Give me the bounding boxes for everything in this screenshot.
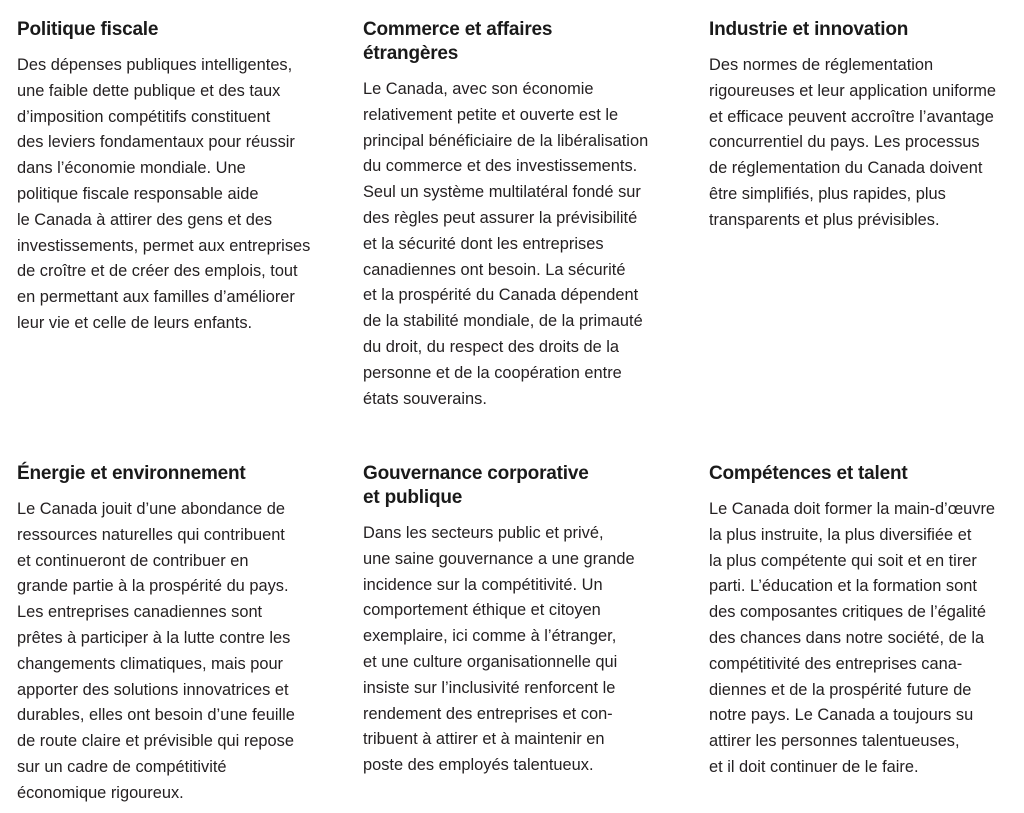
title-line: Commerce et affaires xyxy=(363,19,553,40)
body-line: transparents et plus prévisibles. xyxy=(709,210,940,229)
section-politique-fiscale xyxy=(17,18,335,337)
body-line: Des dépenses publiques intelligentes, xyxy=(17,56,293,74)
body-line: des leviers fondamentaux pour réussir xyxy=(17,133,295,152)
body-line: ressources naturelles qui contribuent xyxy=(17,525,285,544)
body-line: Les entreprises canadiennes sont xyxy=(17,603,263,622)
body-line: attirer les personnes talentueuses, xyxy=(709,732,960,751)
body-line: notre pays. Le Canada a toujours su xyxy=(709,706,974,725)
title-line: Énergie et environnement xyxy=(17,463,246,484)
body-line: le Canada à attirer des gens et des xyxy=(17,210,273,229)
body-line: et continueront de contribuer en xyxy=(17,551,249,570)
body-line: principal bénéficiaire de la libéralisation xyxy=(363,131,649,150)
body-line: de réglementation du Canada doivent xyxy=(709,159,983,178)
body-line: investissements, permet aux entreprises xyxy=(17,236,311,255)
body-line: Des normes de réglementation xyxy=(709,56,934,74)
body-line: dans l’économie mondiale. Une xyxy=(17,159,246,178)
body-line: de route claire et prévisible qui repose xyxy=(17,732,294,751)
section-title xyxy=(363,462,681,510)
body-line: apporter des solutions innovatrices et xyxy=(17,680,289,699)
body-line: une faible dette publique et des taux xyxy=(17,81,281,100)
body-line: Le Canada, avec son économie xyxy=(363,80,594,98)
body-line: en permettant aux familles d’améliorer xyxy=(17,288,295,307)
body-line: politique fiscale responsable aide xyxy=(17,184,259,203)
section-gouvernance xyxy=(363,462,681,779)
section-title xyxy=(709,462,1024,486)
body-line: des chances dans notre société, de la xyxy=(709,628,985,647)
section-title xyxy=(17,18,335,42)
body-line: parti. L’éducation et la formation sont xyxy=(709,577,977,596)
body-line: sur un cadre de compétitivité xyxy=(17,757,227,776)
body-line: changements climatiques, mais pour xyxy=(17,654,284,673)
body-line: canadiennes ont besoin. La sécurité xyxy=(363,260,626,279)
body-line: et efficace peuvent accroître l’avantage xyxy=(709,107,994,126)
section-body xyxy=(363,77,681,412)
section-energie-environnement xyxy=(17,462,335,807)
section-commerce-affaires-etrangeres xyxy=(363,18,681,412)
body-line: du droit, du respect des droits de la xyxy=(363,337,620,356)
body-line: comportement éthique et citoyen xyxy=(363,601,601,620)
body-line: prêtes à participer à la lutte contre les xyxy=(17,628,291,647)
section-body xyxy=(709,497,1024,781)
title-line: et publique xyxy=(363,487,463,508)
body-line: tribuent à attirer et à maintenir en xyxy=(363,730,605,749)
body-line: durables, elles ont besoin d’une feuille xyxy=(17,706,295,725)
body-line: d’imposition compétitifs constituent xyxy=(17,107,271,126)
body-line: de croître et de créer des emplois, tout xyxy=(17,262,298,281)
body-line: concurrentiel du pays. Les processus xyxy=(709,133,980,152)
body-line: leur vie et celle de leurs enfants. xyxy=(17,313,253,332)
body-line: personne et de la coopération entre xyxy=(363,363,622,382)
body-line: être simplifiés, plus rapides, plus xyxy=(709,184,946,203)
section-body xyxy=(17,497,335,807)
body-line: Seul un système multilatéral fondé sur xyxy=(363,183,641,202)
section-title xyxy=(709,18,1024,42)
section-title xyxy=(363,18,681,66)
title-line: étrangères xyxy=(363,43,459,64)
body-line: incidence sur la compétitivité. Un xyxy=(363,575,603,594)
body-line: états souverains. xyxy=(363,389,487,408)
body-line: la plus compétente qui soit et en tirer xyxy=(709,551,977,570)
body-line: des règles peut assurer la prévisibilité xyxy=(363,208,638,227)
body-line: et il doit continuer de le faire. xyxy=(709,757,919,776)
body-line: économique rigoureux. xyxy=(17,783,184,802)
body-line: Le Canada doit former la main-d’œuvre xyxy=(709,500,996,518)
title-line: Politique fiscale xyxy=(17,19,159,40)
section-title xyxy=(17,462,335,486)
body-line: du commerce et des investissements. xyxy=(363,157,638,176)
section-body xyxy=(17,53,335,337)
body-line: rigoureuses et leur application uniforme xyxy=(709,81,996,100)
body-line: Dans les secteurs public et privé, xyxy=(363,524,604,542)
body-line: relativement petite et ouverte est le xyxy=(363,105,619,124)
title-line: Industrie et innovation xyxy=(709,19,909,40)
body-line: exemplaire, ici comme à l’étranger, xyxy=(363,627,617,646)
section-industrie-innovation xyxy=(709,18,1024,234)
body-line: des composantes critiques de l’égalité xyxy=(709,603,986,622)
body-line: et la sécurité dont les entreprises xyxy=(363,234,604,253)
section-competences-talent xyxy=(709,462,1024,781)
body-line: grande partie à la prospérité du pays. xyxy=(17,577,289,596)
body-line: Le Canada jouit d’une abondance de xyxy=(17,500,285,518)
section-body xyxy=(363,521,681,779)
body-line: rendement des entreprises et con- xyxy=(363,704,613,723)
body-line: une saine gouvernance a une grande xyxy=(363,549,635,568)
title-line: Compétences et talent xyxy=(709,463,908,484)
body-line: la plus instruite, la plus diversifiée et xyxy=(709,525,972,544)
body-line: et une culture organisationnelle qui xyxy=(363,652,618,671)
section-body xyxy=(709,53,1024,234)
body-line: insiste sur l’inclusivité renforcent le xyxy=(363,678,616,697)
body-line: poste des employés talentueux. xyxy=(363,756,594,775)
title-line: Gouvernance corporative xyxy=(363,463,589,484)
body-line: diennes et de la prospérité future de xyxy=(709,680,972,699)
body-line: de la stabilité mondiale, de la primauté xyxy=(363,312,643,331)
body-line: et la prospérité du Canada dépendent xyxy=(363,286,639,305)
body-line: compétitivité des entreprises cana- xyxy=(709,654,963,673)
